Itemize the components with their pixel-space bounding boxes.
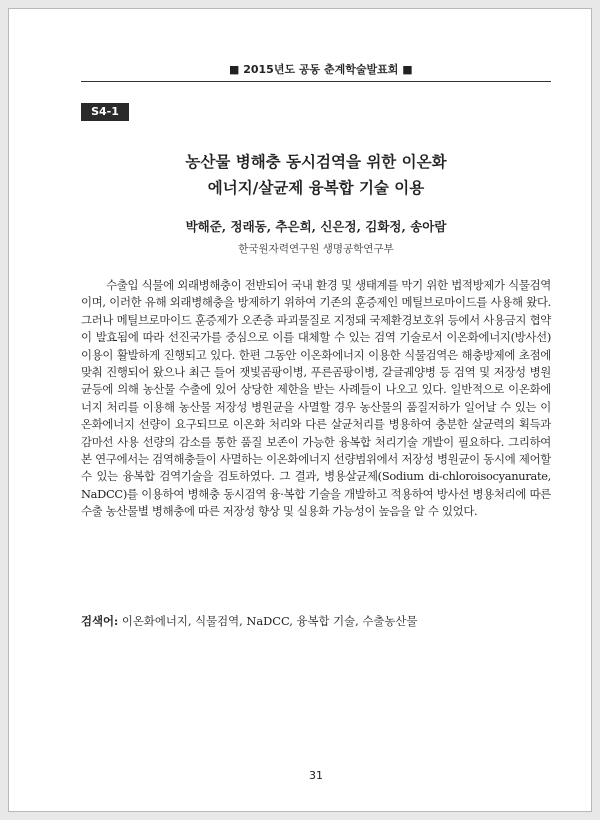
page-number: 31 <box>309 769 323 782</box>
header-rule <box>81 81 551 82</box>
paper-title <box>81 149 551 201</box>
affiliation: 한국원자력연구원 생명공학연구부 <box>238 243 394 255</box>
title-line-1: 농산물 병해충 동시검역을 위한 이온화 <box>185 153 447 171</box>
abstract-body: 수출입 식물에 외래병해충이 전반되어 국내 환경 및 생태계를 막기 위한 법적방제가 식물검역이며, 이러한 유해 외래병해충을 방제하기 위하여 기존의 훈증제인 메틸브로마이드를 사용해 왔다. 그러나 메틸브로마이드 훈증제가 오존층 파괴물질로 지정돼 국제환경보호위 등에서 사용금지 협약이 발효됨에 따라 선진국가를 중심으로 이를 대체할 수 있는 검역 기술로서 이온화에너지(방사선) 이용이 활발하게 진행되고 있다. 한편 그동안 이온화에너지 이용한 식물검역은 해충방제에 초점에 맞춰 진행되어 왔으나 최근 들어 잿빛곰팡이병, 푸른곰팡이병, 갈글궤양병 등 검역 및 저장성 병원균등에 의해 농산물 수출에 있어 상당한 제한을 받는 사례들이 나오고 있다. 일반적으로 이온화에너지 처리를 이용해 농산물 저장성 병원균을 사멸할 경우 농산물의 품질저하가 일어날 수 있는 이온화에너지 선량이 요구되므로 이온화 처리와 다른 살균처리를 병용하여 충분한 살균력의 획득과 감마선 사용 선량의 감소를 통한 품질 보존이 가능한 융복합 처리기술 개발이 필요하다. 그리하여 본 연구에서는 검역해충들이 사멸하는 이온화에너지 선량범위에서 저장성 병원균이 동시에 제어할 수 있는 융복합 검역기술을 검토하였다. 그 결과, 병용살균제(Sodium di-chloroisocyanurate, NaDCC)를 이용하여 병해충 동시검역 융·복합 기술을 개발하고 적용하여 방사선 병용처리에 따른 수출 농산물별 병해충에 따른 저장성 향상 및 실용화 가능성이 높음을 알 수 있었다. <box>81 278 551 519</box>
author-list: 박해준, 정래동, 추은희, 신은정, 김화정, 송아람 <box>185 219 447 234</box>
keywords <box>81 613 551 630</box>
running-header: ■ 2015년도 공동 춘계학술발표회 ■ <box>229 63 413 76</box>
document-page <box>8 8 592 812</box>
title-line-2: 에너지/살균제 융복합 기술 이용 <box>207 179 425 197</box>
keywords-text: 이온화에너지, 식물검역, NaDCC, 융복합 기술, 수출농산물 <box>121 614 418 628</box>
keywords-label: 검색어: <box>81 614 119 628</box>
session-tag: S4-1 <box>81 103 129 121</box>
